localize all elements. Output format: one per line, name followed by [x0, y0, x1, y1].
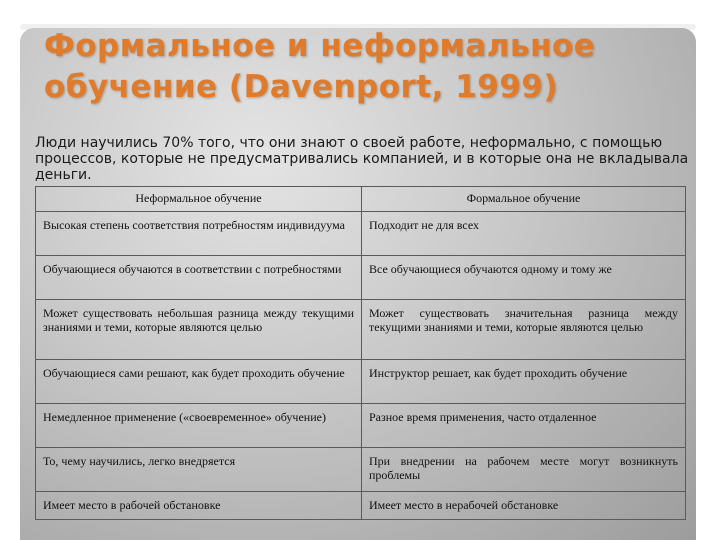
table-row	[36, 212, 686, 256]
table-row	[36, 360, 686, 404]
table-cell-formal: Имеет место в нерабочей обстановке	[362, 492, 686, 520]
header-formal: Формальное обучение	[362, 187, 686, 212]
table-cell-informal: Обучающиеся обучаются в соответствии с потребностями	[36, 256, 362, 300]
table-cell-formal: При внедрении на рабочем месте могут возникнуть проблемы	[362, 448, 686, 492]
table-row	[36, 404, 686, 448]
table-row	[36, 300, 686, 360]
table-cell-formal: Может существовать значительная разница между текущими знаниями и теми, которые являются целью	[362, 300, 686, 360]
slide-title: Формальное и неформальное обучение (Davenport, 1999)	[44, 28, 596, 105]
comparison-table	[35, 186, 686, 520]
header-informal: Неформальное обучение	[36, 187, 362, 212]
table-cell-formal: Подходит не для всех	[362, 212, 686, 256]
table-row	[36, 492, 686, 520]
table-cell-formal: Разное время применения, часто отдаленное	[362, 404, 686, 448]
table-cell-informal: Высокая степень соответствия потребностям индивидуума	[36, 212, 362, 256]
table-cell-informal: Имеет место в рабочей обстановке	[36, 492, 362, 520]
table-row	[36, 448, 686, 492]
intro-paragraph: Люди научились 70% того, что они знают о своей работе, неформально, с помощью процессов, которые не предусматривались компанией, и в которые она не вкладывала деньги.	[35, 135, 689, 183]
table-cell-formal: Все обучающиеся обучаются одному и тому же	[362, 256, 686, 300]
table-cell-informal: Обучающиеся сами решают, как будет проходить обучение	[36, 360, 362, 404]
table-cell-informal: Немедленное применение («своевременное» обучение)	[36, 404, 362, 448]
table-row	[36, 256, 686, 300]
table-header-row	[36, 187, 686, 212]
table-cell-formal: Инструктор решает, как будет проходить обучение	[362, 360, 686, 404]
table-cell-informal: То, чему научились, легко внедряется	[36, 448, 362, 492]
table-cell-informal: Может существовать небольшая разница между текущими знаниями и теми, которые являются целью	[36, 300, 362, 360]
